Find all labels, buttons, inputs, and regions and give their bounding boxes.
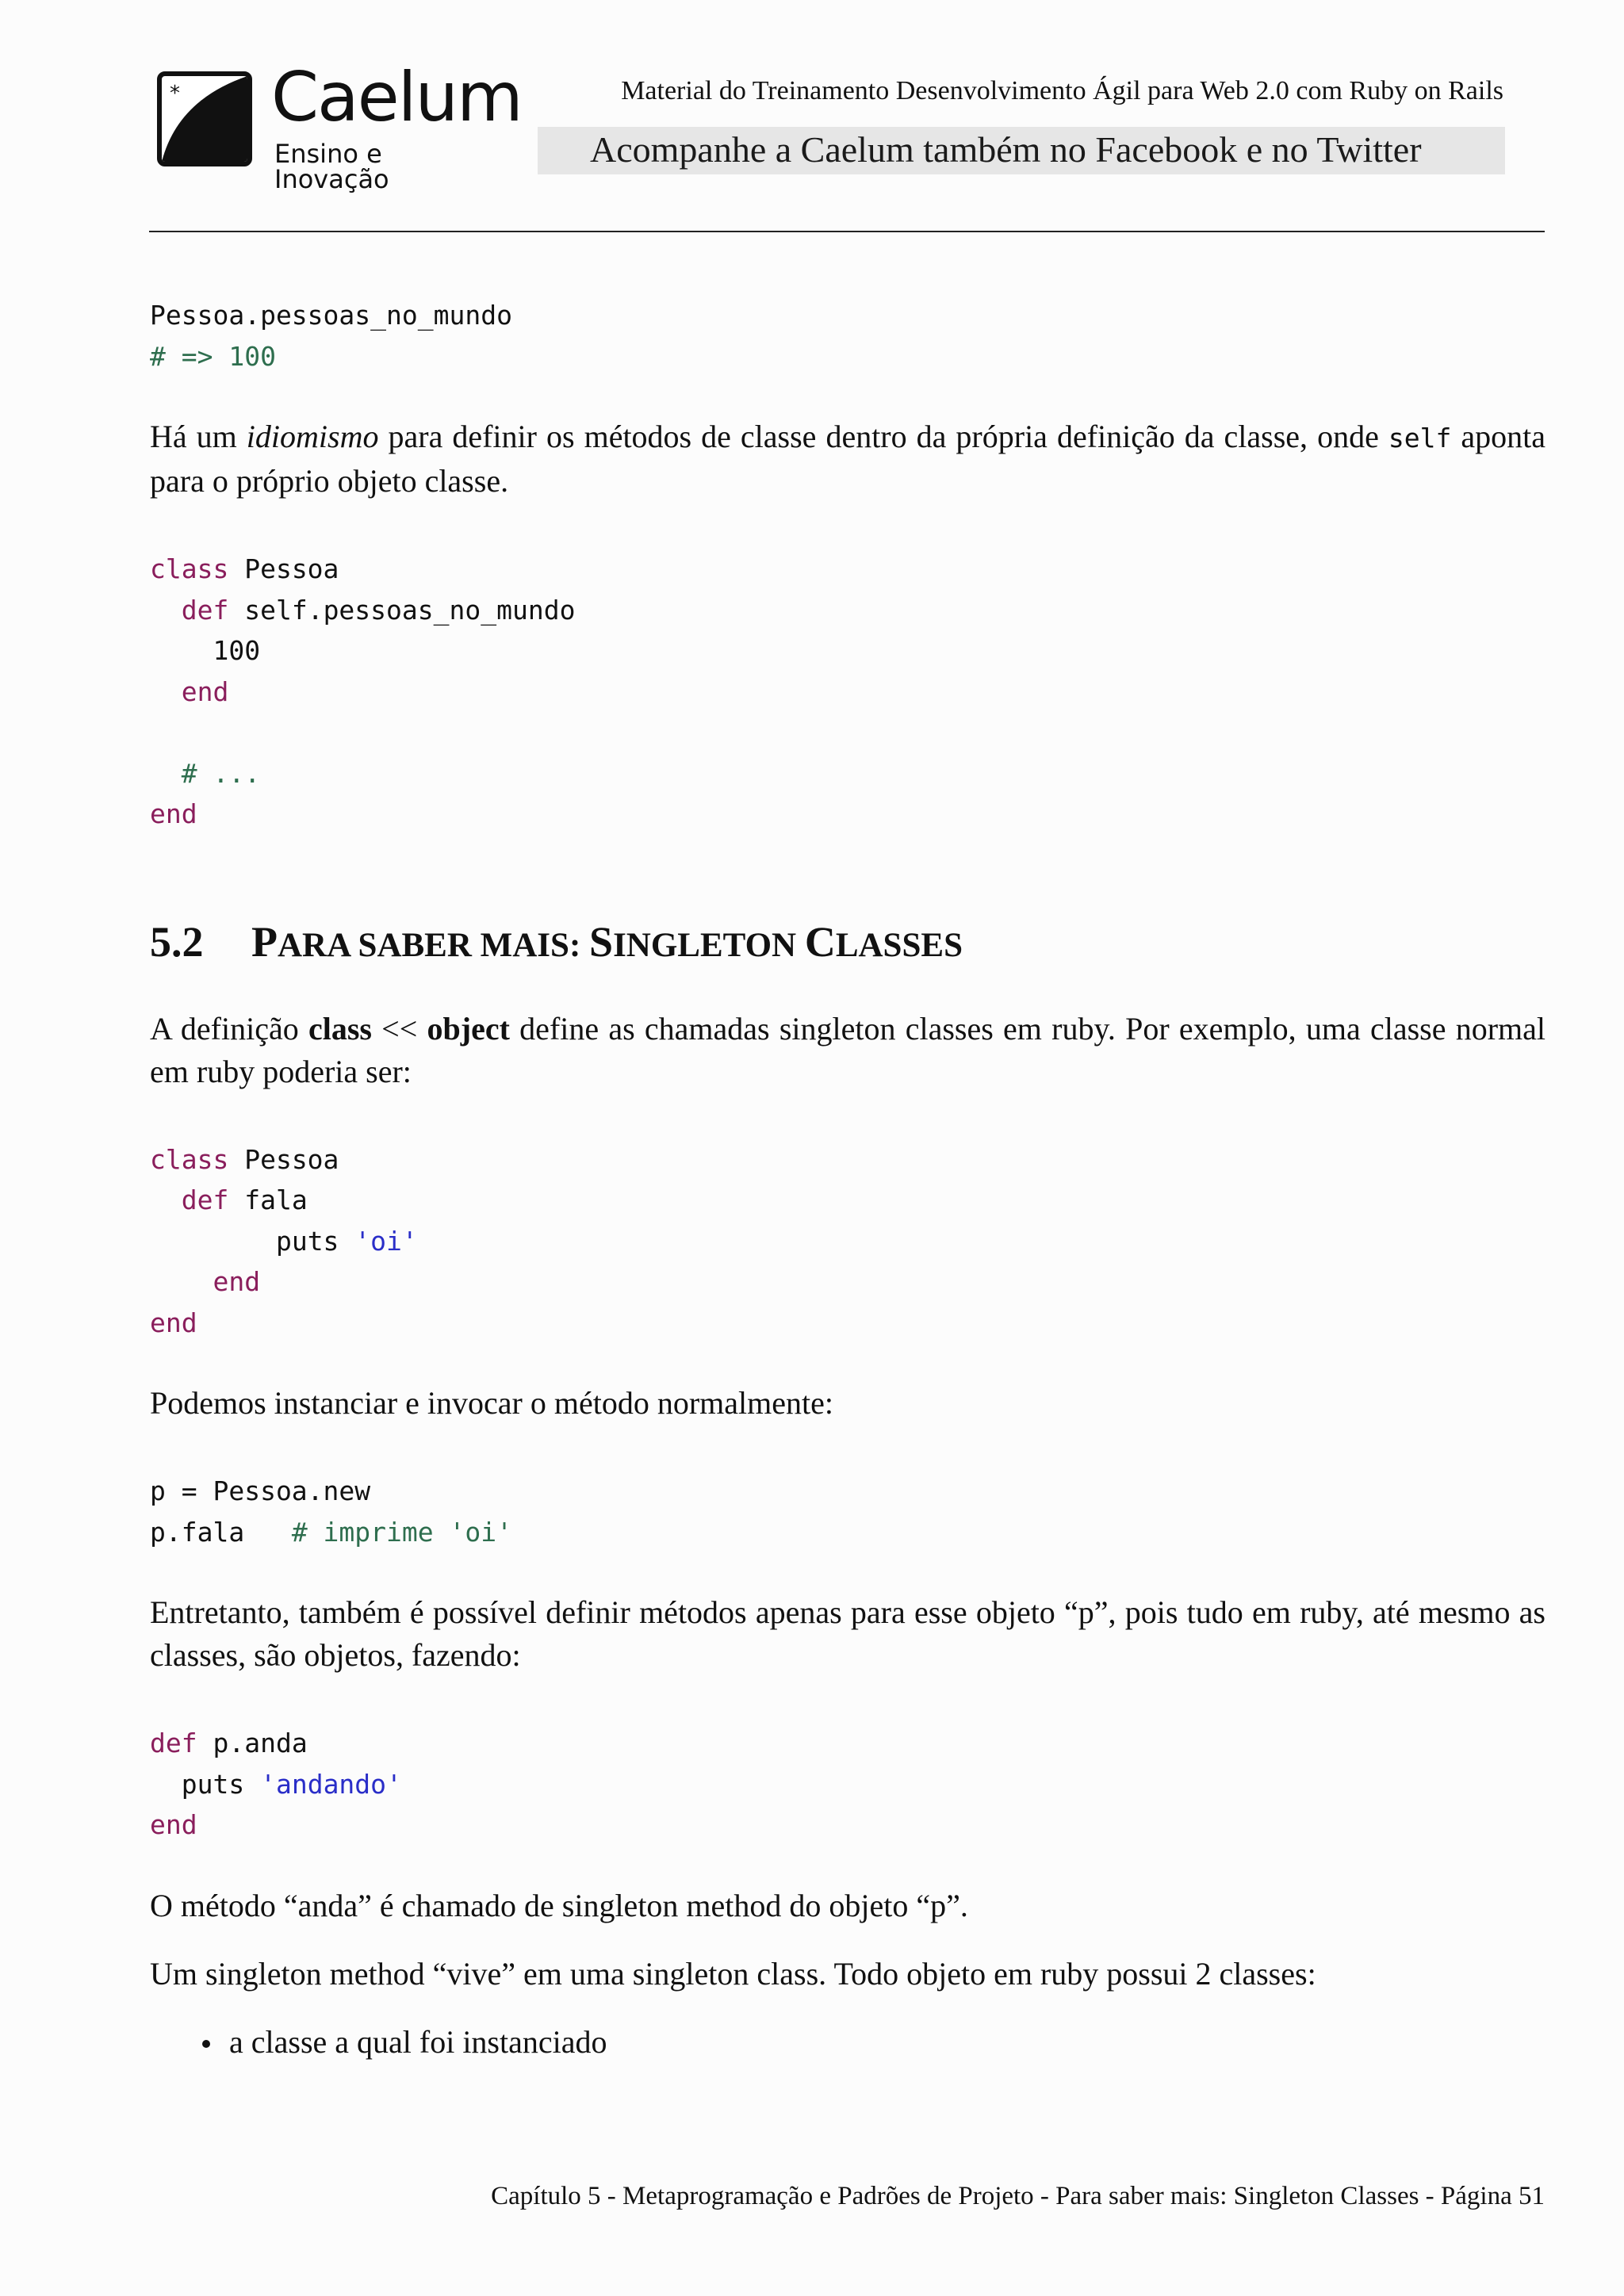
svg-text:*: * [170,82,180,105]
page-footer: Capítulo 5 - Metaprogramação e Padrões de Projeto - Para saber mais: Singleton Classes - Página 51 [491,2182,1545,2210]
main-content [150,295,1545,2064]
logo-tagline: Ensino e Inovação [274,139,389,194]
section-heading: 5.2 PARA SABER MAIS: SINGLETON CLASSES [150,917,963,966]
header-social-text: Acompanhe a Caelum também no Facebook e no Twitter [590,129,1422,170]
paragraph: Podemos instanciar e invocar o método normalmente: [150,1385,833,1421]
code-comment: # => 100 [150,340,276,372]
bullet-list [150,2021,1545,2064]
bold-term: object [427,1010,510,1047]
paragraph: Há um idiomismo para definir os métodos de classe dentro da própria definição da classe, onde self aponta para o próprio objeto classe. [150,419,1545,499]
code-block: class Pessoa def self.pessoas_no_mundo 100 end # ... end [150,553,576,829]
code-block: class Pessoa def fala puts 'oi' end end [150,1143,418,1338]
code-block: p = Pessoa.new p.fala # imprime 'oi' [150,1475,512,1548]
list-item: a classe a qual foi instanciado [150,2021,1545,2064]
code-line: Pessoa.pessoas_no_mundo [150,300,512,331]
paragraph: Um singleton method “vive” em uma singleton class. Todo objeto em ruby possui 2 classes: [150,1955,1316,1992]
inline-code: self [1388,423,1452,453]
section-number: 5.2 [150,917,204,966]
logo-mark-icon [157,71,252,166]
logo-wordmark: Caelum [271,58,522,137]
paragraph: A definição class << object define as chamadas singleton classes em ruby. Por exemplo, uma classe normal em ruby poderia ser: [150,1010,1545,1089]
caelum-logo [155,58,522,194]
header-divider [149,231,1545,232]
paragraph: O método “anda” é chamado de singleton method do objeto “p”. [150,1887,968,1923]
paragraph: Entretanto, também é possível definir métodos apenas para esse objeto “p”, pois tudo em ruby, até mesmo as classes, são objetos, fazendo: [150,1594,1545,1673]
header-training-title: Material do Treinamento Desenvolvimento Ágil para Web 2.0 com Ruby on Rails [621,76,1503,105]
code-block: def p.anda puts 'andando' end [150,1728,402,1840]
code-block [150,295,1545,377]
bold-term: class [308,1010,372,1047]
emphasis: idiomismo [246,419,379,454]
header-social-banner [538,127,1505,174]
